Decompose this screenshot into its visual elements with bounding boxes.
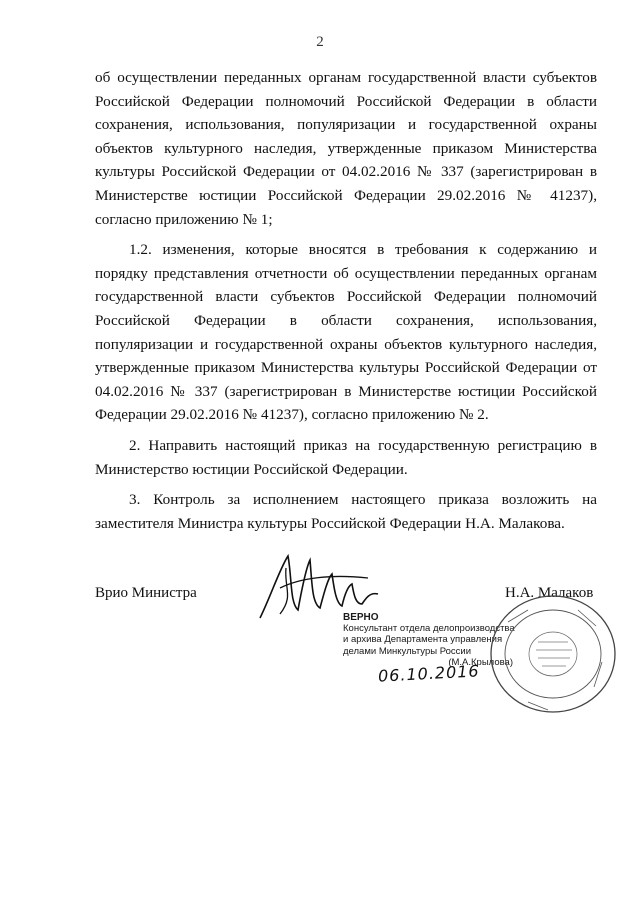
- document-body: [95, 66, 597, 535]
- certification-line-3: делами Минкультуры России: [343, 645, 472, 657]
- certification-line-1: Консультант отдела делопроизводства: [343, 623, 515, 635]
- paragraph-continuation: об осуществлении переданных органам государственной власти субъектов Российской Федерации полномочий Российской Федерации в области сохранения, использования, популяризации и государственной охраны объектов культурного наследия, утвержденные приказом Министерства культуры Российской Федерации от 04.02.2016 № 337 (зарегистрирован в Министерстве юстиции Российской Федерации 29.02.2016 № 41237), согласно приложению № 1;: [95, 69, 597, 228]
- certification-signer: (М.А.Крылова): [448, 656, 513, 668]
- page-number: 2: [316, 34, 324, 50]
- handwritten-date: 06.10.2016: [377, 661, 481, 686]
- certification-line-2: и архива Департамента управления: [343, 634, 503, 646]
- certification-heading: ВЕРНО: [343, 612, 379, 623]
- signer-title: Врио Министра: [95, 585, 197, 601]
- paragraph-3: 3. Контроль за исполнением настоящего приказа возложить на заместителя Министра культуры Российской Федерации Н.А. Малакова.: [95, 491, 597, 532]
- round-seal-icon: [468, 592, 618, 722]
- paragraph-1-2: 1.2. изменения, которые вносятся в требования к содержанию и порядку представления отчетности об осуществлении переданных органам государственной власти субъектов Российской Федерации полномочий Российской Федерации в области сохранения, использования, популяризации и государственной охраны объектов культурного наследия, утвержденные приказом Министерства культуры Российской Федерации от 04.02.2016 № 337 (зарегистрирован в Министерстве юстиции Российской Федерации 29.02.2016 № 41237), согласно приложению № 2.: [95, 241, 597, 424]
- signer-name: Н.А. Малаков: [505, 585, 594, 601]
- paragraph-2: 2. Направить настоящий приказ на государственную регистрацию в Министерство юстиции Российской Федерации.: [95, 436, 597, 478]
